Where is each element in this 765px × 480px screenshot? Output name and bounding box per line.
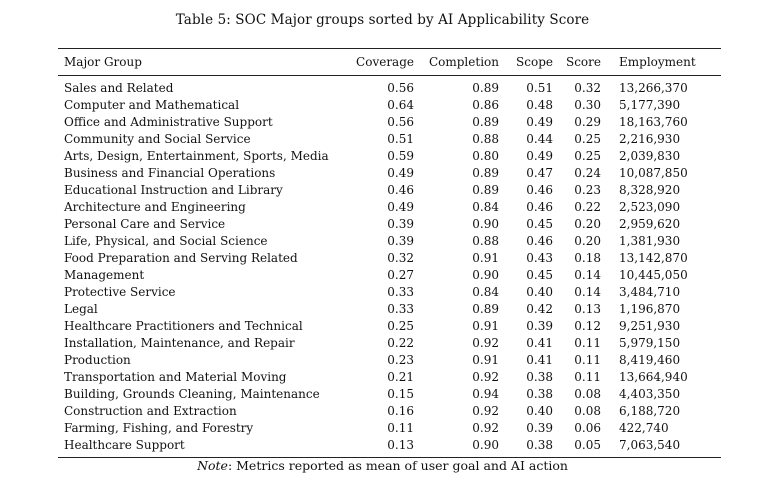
cell-score: 0.12 (574, 319, 601, 333)
cell-coverage: 0.16 (387, 404, 414, 418)
cell-completion: 0.80 (472, 149, 499, 163)
cell-scope: 0.42 (526, 302, 553, 316)
table-container (58, 48, 721, 458)
cell-completion: 0.89 (472, 81, 499, 95)
cell-major-group: Healthcare Practitioners and Technical (64, 319, 303, 333)
cell-employment: 13,664,940 (619, 370, 688, 384)
table-row (58, 335, 721, 352)
cell-major-group: Office and Administrative Support (64, 115, 273, 129)
cell-coverage: 0.23 (387, 353, 414, 367)
cell-coverage: 0.56 (387, 115, 414, 129)
cell-coverage: 0.51 (387, 132, 414, 146)
cell-employment: 10,087,850 (619, 166, 688, 180)
cell-score: 0.25 (574, 132, 601, 146)
header-employment: Employment (619, 55, 696, 69)
cell-scope: 0.45 (526, 268, 553, 282)
cell-score: 0.24 (574, 166, 601, 180)
cell-coverage: 0.49 (387, 200, 414, 214)
cell-scope: 0.43 (526, 251, 553, 265)
table-note (0, 458, 765, 473)
cell-completion: 0.84 (472, 285, 499, 299)
cell-scope: 0.45 (526, 217, 553, 231)
header-scope: Scope (516, 55, 553, 69)
table-row (58, 369, 721, 386)
cell-employment: 8,419,460 (619, 353, 681, 367)
cell-major-group: Legal (64, 302, 98, 316)
cell-coverage: 0.32 (387, 251, 414, 265)
cell-major-group: Transportation and Material Moving (64, 370, 287, 384)
cell-completion: 0.92 (472, 336, 499, 350)
table-row (58, 182, 721, 199)
header-score: Score (565, 55, 601, 69)
cell-scope: 0.41 (526, 336, 553, 350)
cell-scope: 0.51 (526, 81, 553, 95)
cell-major-group: Personal Care and Service (64, 217, 226, 231)
cell-employment: 2,216,930 (619, 132, 681, 146)
cell-major-group: Healthcare Support (64, 438, 185, 452)
cell-major-group: Educational Instruction and Library (64, 183, 283, 197)
cell-score: 0.11 (574, 353, 601, 367)
table-row (58, 267, 721, 284)
cell-coverage: 0.49 (387, 166, 414, 180)
cell-scope: 0.39 (526, 319, 553, 333)
cell-employment: 13,142,870 (619, 251, 688, 265)
cell-coverage: 0.33 (387, 285, 414, 299)
cell-employment: 422,740 (619, 421, 669, 435)
cell-major-group: Food Preparation and Serving Related (64, 251, 298, 265)
cell-coverage: 0.64 (387, 98, 414, 112)
cell-completion: 0.89 (472, 183, 499, 197)
cell-coverage: 0.56 (387, 81, 414, 95)
cell-score: 0.11 (574, 370, 601, 384)
cell-completion: 0.90 (472, 268, 499, 282)
cell-major-group: Business and Financial Operations (64, 166, 276, 180)
cell-employment: 2,523,090 (619, 200, 681, 214)
table-row (58, 386, 721, 403)
cell-major-group: Architecture and Engineering (64, 200, 246, 214)
table-row (58, 318, 721, 335)
cell-score: 0.18 (574, 251, 601, 265)
header-row (58, 49, 721, 76)
cell-completion: 0.91 (472, 353, 499, 367)
cell-scope: 0.44 (526, 132, 553, 146)
cell-coverage: 0.21 (387, 370, 414, 384)
cell-completion: 0.88 (472, 132, 499, 146)
header-major-group: Major Group (64, 55, 142, 69)
table-row (58, 437, 721, 458)
cell-employment: 4,403,350 (619, 387, 681, 401)
cell-major-group: Protective Service (64, 285, 176, 299)
cell-coverage: 0.39 (387, 234, 414, 248)
cell-major-group: Sales and Related (64, 81, 174, 95)
cell-major-group: Farming, Fishing, and Forestry (64, 421, 254, 435)
cell-score: 0.13 (574, 302, 601, 316)
cell-scope: 0.46 (526, 183, 553, 197)
cell-major-group: Construction and Extraction (64, 404, 237, 418)
cell-scope: 0.38 (526, 438, 553, 452)
table-row (58, 250, 721, 267)
cell-employment: 1,381,930 (619, 234, 681, 248)
cell-score: 0.23 (574, 183, 601, 197)
cell-major-group: Computer and Mathematical (64, 98, 240, 112)
cell-employment: 10,445,050 (619, 268, 688, 282)
cell-coverage: 0.33 (387, 302, 414, 316)
cell-completion: 0.90 (472, 438, 499, 452)
table-row (58, 284, 721, 301)
cell-major-group: Management (64, 268, 145, 282)
cell-score: 0.22 (574, 200, 601, 214)
cell-employment: 6,188,720 (619, 404, 681, 418)
table-row (58, 199, 721, 216)
table-body (58, 76, 721, 458)
cell-scope: 0.41 (526, 353, 553, 367)
cell-employment: 13,266,370 (619, 81, 688, 95)
cell-major-group: Life, Physical, and Social Science (64, 234, 268, 248)
table-row (58, 420, 721, 437)
cell-score: 0.29 (574, 115, 601, 129)
cell-major-group: Production (64, 353, 131, 367)
cell-scope: 0.40 (526, 404, 553, 418)
cell-score: 0.06 (574, 421, 601, 435)
cell-major-group: Installation, Maintenance, and Repair (64, 336, 295, 350)
cell-scope: 0.40 (526, 285, 553, 299)
cell-score: 0.11 (574, 336, 601, 350)
cell-employment: 5,979,150 (619, 336, 681, 350)
table-row (58, 165, 721, 182)
cell-score: 0.25 (574, 149, 601, 163)
cell-completion: 0.92 (472, 404, 499, 418)
cell-completion: 0.84 (472, 200, 499, 214)
cell-coverage: 0.11 (387, 421, 414, 435)
table-header (58, 49, 721, 76)
cell-coverage: 0.39 (387, 217, 414, 231)
cell-score: 0.20 (574, 217, 601, 231)
cell-score: 0.08 (574, 387, 601, 401)
cell-coverage: 0.59 (387, 149, 414, 163)
cell-coverage: 0.46 (387, 183, 414, 197)
cell-major-group: Community and Social Service (64, 132, 251, 146)
cell-completion: 0.89 (472, 166, 499, 180)
soc-table (58, 48, 721, 458)
cell-scope: 0.49 (526, 115, 553, 129)
table-row (58, 403, 721, 420)
cell-employment: 7,063,540 (619, 438, 681, 452)
cell-completion: 0.91 (472, 251, 499, 265)
cell-scope: 0.38 (526, 370, 553, 384)
cell-scope: 0.47 (526, 166, 553, 180)
cell-employment: 9,251,930 (619, 319, 681, 333)
table-row (58, 352, 721, 369)
cell-major-group: Building, Grounds Cleaning, Maintenance (64, 387, 320, 401)
cell-coverage: 0.13 (387, 438, 414, 452)
table-row (58, 97, 721, 114)
cell-completion: 0.94 (472, 387, 499, 401)
cell-completion: 0.88 (472, 234, 499, 248)
cell-coverage: 0.27 (387, 268, 414, 282)
cell-employment: 2,039,830 (619, 149, 681, 163)
cell-employment: 1,196,870 (619, 302, 681, 316)
note-label: Note (197, 458, 228, 473)
table-row (58, 233, 721, 250)
cell-score: 0.30 (574, 98, 601, 112)
cell-employment: 8,328,920 (619, 183, 681, 197)
table-row (58, 148, 721, 165)
table-row (58, 76, 721, 98)
table-caption: Table 5: SOC Major groups sorted by AI Applicability Score (175, 12, 590, 28)
cell-scope: 0.46 (526, 234, 553, 248)
cell-scope: 0.38 (526, 387, 553, 401)
cell-score: 0.14 (574, 285, 601, 299)
cell-coverage: 0.22 (387, 336, 414, 350)
cell-score: 0.08 (574, 404, 601, 418)
cell-score: 0.20 (574, 234, 601, 248)
cell-score: 0.05 (574, 438, 601, 452)
cell-scope: 0.48 (526, 98, 553, 112)
cell-coverage: 0.15 (387, 387, 414, 401)
cell-employment: 3,484,710 (619, 285, 681, 299)
header-coverage: Coverage (356, 55, 414, 69)
table-row (58, 114, 721, 131)
cell-employment: 5,177,390 (619, 98, 681, 112)
cell-completion: 0.91 (472, 319, 499, 333)
cell-completion: 0.92 (472, 370, 499, 384)
cell-score: 0.14 (574, 268, 601, 282)
table-row (58, 216, 721, 233)
table-row (58, 301, 721, 318)
header-completion: Completion (428, 55, 499, 69)
cell-employment: 2,959,620 (619, 217, 681, 231)
cell-completion: 0.90 (472, 217, 499, 231)
cell-scope: 0.46 (526, 200, 553, 214)
cell-coverage: 0.25 (387, 319, 414, 333)
cell-major-group: Arts, Design, Entertainment, Sports, Media (64, 149, 329, 163)
cell-scope: 0.49 (526, 149, 553, 163)
table-row (58, 131, 721, 148)
cell-completion: 0.89 (472, 115, 499, 129)
cell-completion: 0.92 (472, 421, 499, 435)
cell-completion: 0.89 (472, 302, 499, 316)
cell-completion: 0.86 (472, 98, 499, 112)
cell-score: 0.32 (574, 81, 601, 95)
note-text: : Metrics reported as mean of user goal and AI action (227, 458, 568, 473)
cell-scope: 0.39 (526, 421, 553, 435)
cell-employment: 18,163,760 (619, 115, 688, 129)
